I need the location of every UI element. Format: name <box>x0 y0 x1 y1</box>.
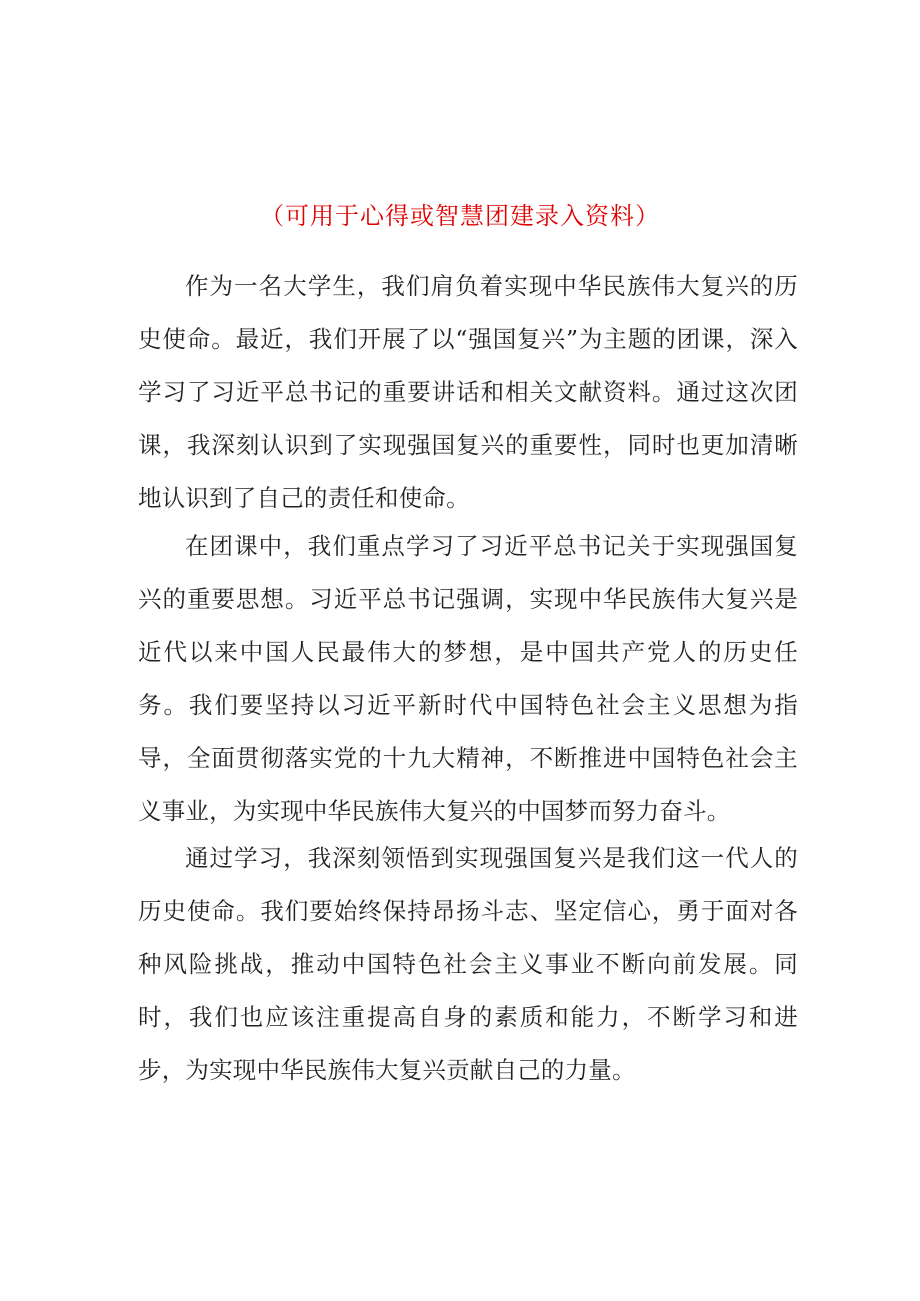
paragraph-1: 作为一名大学生，我们肩负着实现中华民族伟大复兴的历史使命。最近，我们开展了以“强国复兴”为主题的团课，深入学习了习近平总书记的重要讲话和相关文献资料。通过这次团课，我深刻认识到了实现强国复兴的重要性，同时也更加清晰地认识到了自己的责任和使命。 <box>138 272 798 512</box>
document-subtitle: （可用于心得或智慧团建录入资料） <box>260 202 660 230</box>
paragraph-3: 通过学习，我深刻领悟到实现强国复兴是我们这一代人的历史使命。我们要始终保持昂扬斗志、坚定信心，勇于面对各种风险挑战，推动中国特色社会主义事业不断向前发展。同时，我们也应该注重提高自身的素质和能力，不断学习和进步，为实现中华民族伟大复兴贡献自己的力量。 <box>138 844 798 1084</box>
paragraph-2: 在团课中，我们重点学习了习近平总书记关于实现强国复兴的重要思想。习近平总书记强调，实现中华民族伟大复兴是近代以来中国人民最伟大的梦想，是中国共产党人的历史任务。我们要坚持以习近平新时代中国特色社会主义思想为指导，全面贯彻落实党的十九大精神，不断推进中国特色社会主义事业，为实现中华民族伟大复兴的中国梦而努力奋斗。 <box>138 532 798 825</box>
